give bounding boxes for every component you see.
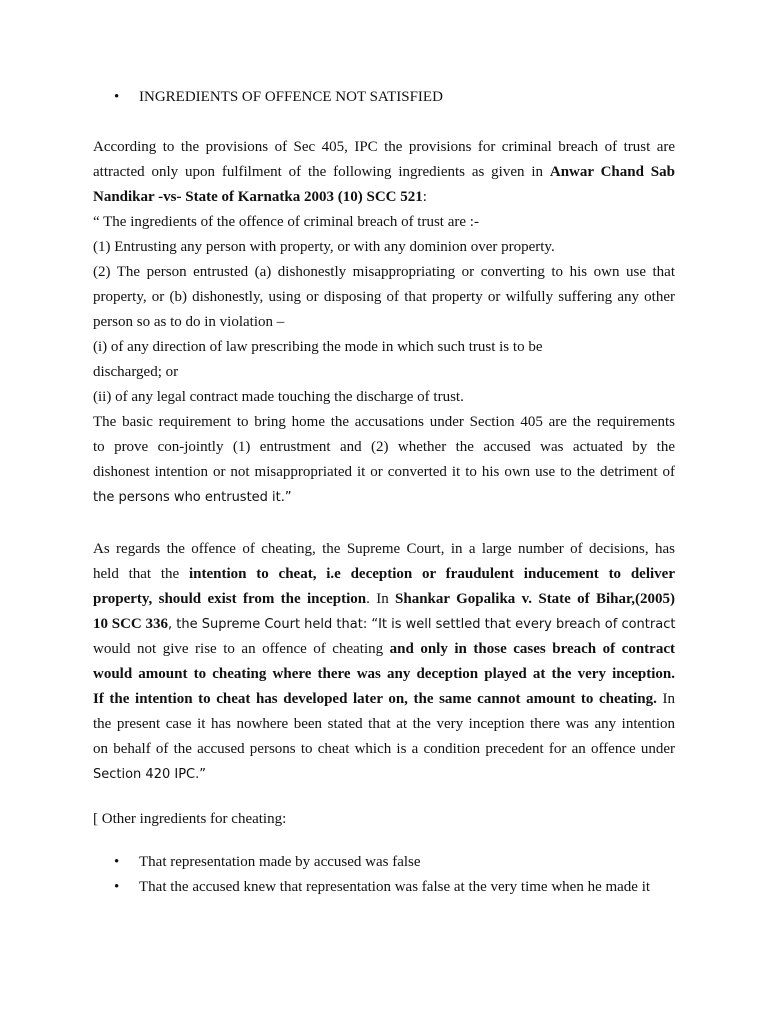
para1-line2: attracted only upon fulfilment of the following ingredients as given in Anwar Chand Sab <box>93 164 675 180</box>
para2-line9: on behalf of the accused persons to cheat which is a condition precedent for an offence under <box>93 741 675 757</box>
list-bullet: • <box>114 854 120 870</box>
case-citation-anwar-cont: Nandikar -vs- State of Karnatka 2003 (10) SCC 521 <box>93 189 423 205</box>
list-item: That representation made by accused was false <box>139 854 421 870</box>
list-item: That the accused knew that representation was false at the very time when he made it <box>139 879 651 895</box>
para1-line13: to prove con-jointly (1) entrustment and (2) whether the accused was actuated by the <box>93 439 675 455</box>
para1-line5: (1) Entrusting any person with property, or with any dominion over property. <box>93 239 555 255</box>
para3-line1: [ Other ingredients for cheating: <box>93 811 287 827</box>
list-bullet: • <box>114 879 120 895</box>
para1-line10: discharged; or <box>93 364 179 380</box>
para2-line1: As regards the offence of cheating, the Supreme Court, in a large number of decisions, has <box>93 541 675 557</box>
para1-line7: property, or (b) dishonestly, using or disposing of that property or wilfully suffering any other <box>93 289 675 305</box>
para2-line10: Section 420 IPC.” <box>93 767 206 782</box>
case-citation-shankar-cont: 10 SCC 336 <box>93 616 169 632</box>
para2-line4: 10 SCC 336, the Supreme Court held that: “It is well settled that every breach of contract <box>93 616 676 632</box>
heading-bullet: • <box>114 89 120 105</box>
para1-line3: Nandikar -vs- State of Karnatka 2003 (10) SCC 521: <box>93 189 427 205</box>
para1-line14: dishonest intention or not misappropriated it or converted it to his own use to the detriment of <box>93 464 675 480</box>
para1-line12: The basic requirement to bring home the accusations under Section 405 are the requirements <box>93 414 675 430</box>
para1-line15: the persons who entrusted it.” <box>93 490 292 505</box>
para2-line8: the present case it has nowhere been stated that at the very inception there was any intention <box>93 716 675 732</box>
para2-line5: would not give rise to an offence of cheating and only in those cases breach of contract <box>93 641 675 657</box>
para1-line9: (i) of any direction of law prescribing the mode in which such trust is to be <box>93 339 543 355</box>
para2-line6: would amount to cheating where there was any deception played at the very inception. <box>93 666 675 682</box>
section-heading: INGREDIENTS OF OFFENCE NOT SATISFIED <box>139 89 443 105</box>
para2-line2: held that the intention to cheat, i.e deception or fraudulent inducement to deliver <box>93 566 675 582</box>
case-citation-anwar: Anwar Chand Sab <box>549 164 675 180</box>
para1-line11: (ii) of any legal contract made touching the discharge of trust. <box>93 389 464 405</box>
para1-line6: (2) The person entrusted (a) dishonestly misappropriating or converting to his own use that <box>93 264 675 280</box>
case-citation-shankar: Shankar Gopalika v. State of Bihar,(2005) <box>395 591 676 607</box>
para1-line4: “ The ingredients of the offence of criminal breach of trust are :- <box>93 214 479 230</box>
para1-line1: According to the provisions of Sec 405, IPC the provisions for criminal breach of trust are <box>93 139 675 155</box>
para1-line8: person so as to do in violation – <box>93 314 285 330</box>
para2-line3: property, should exist from the inception. In Shankar Gopalika v. State of Bihar,(2005) <box>93 591 676 607</box>
para2-line7: If the intention to cheat has developed later on, the same cannot amount to cheating. In <box>93 691 675 707</box>
